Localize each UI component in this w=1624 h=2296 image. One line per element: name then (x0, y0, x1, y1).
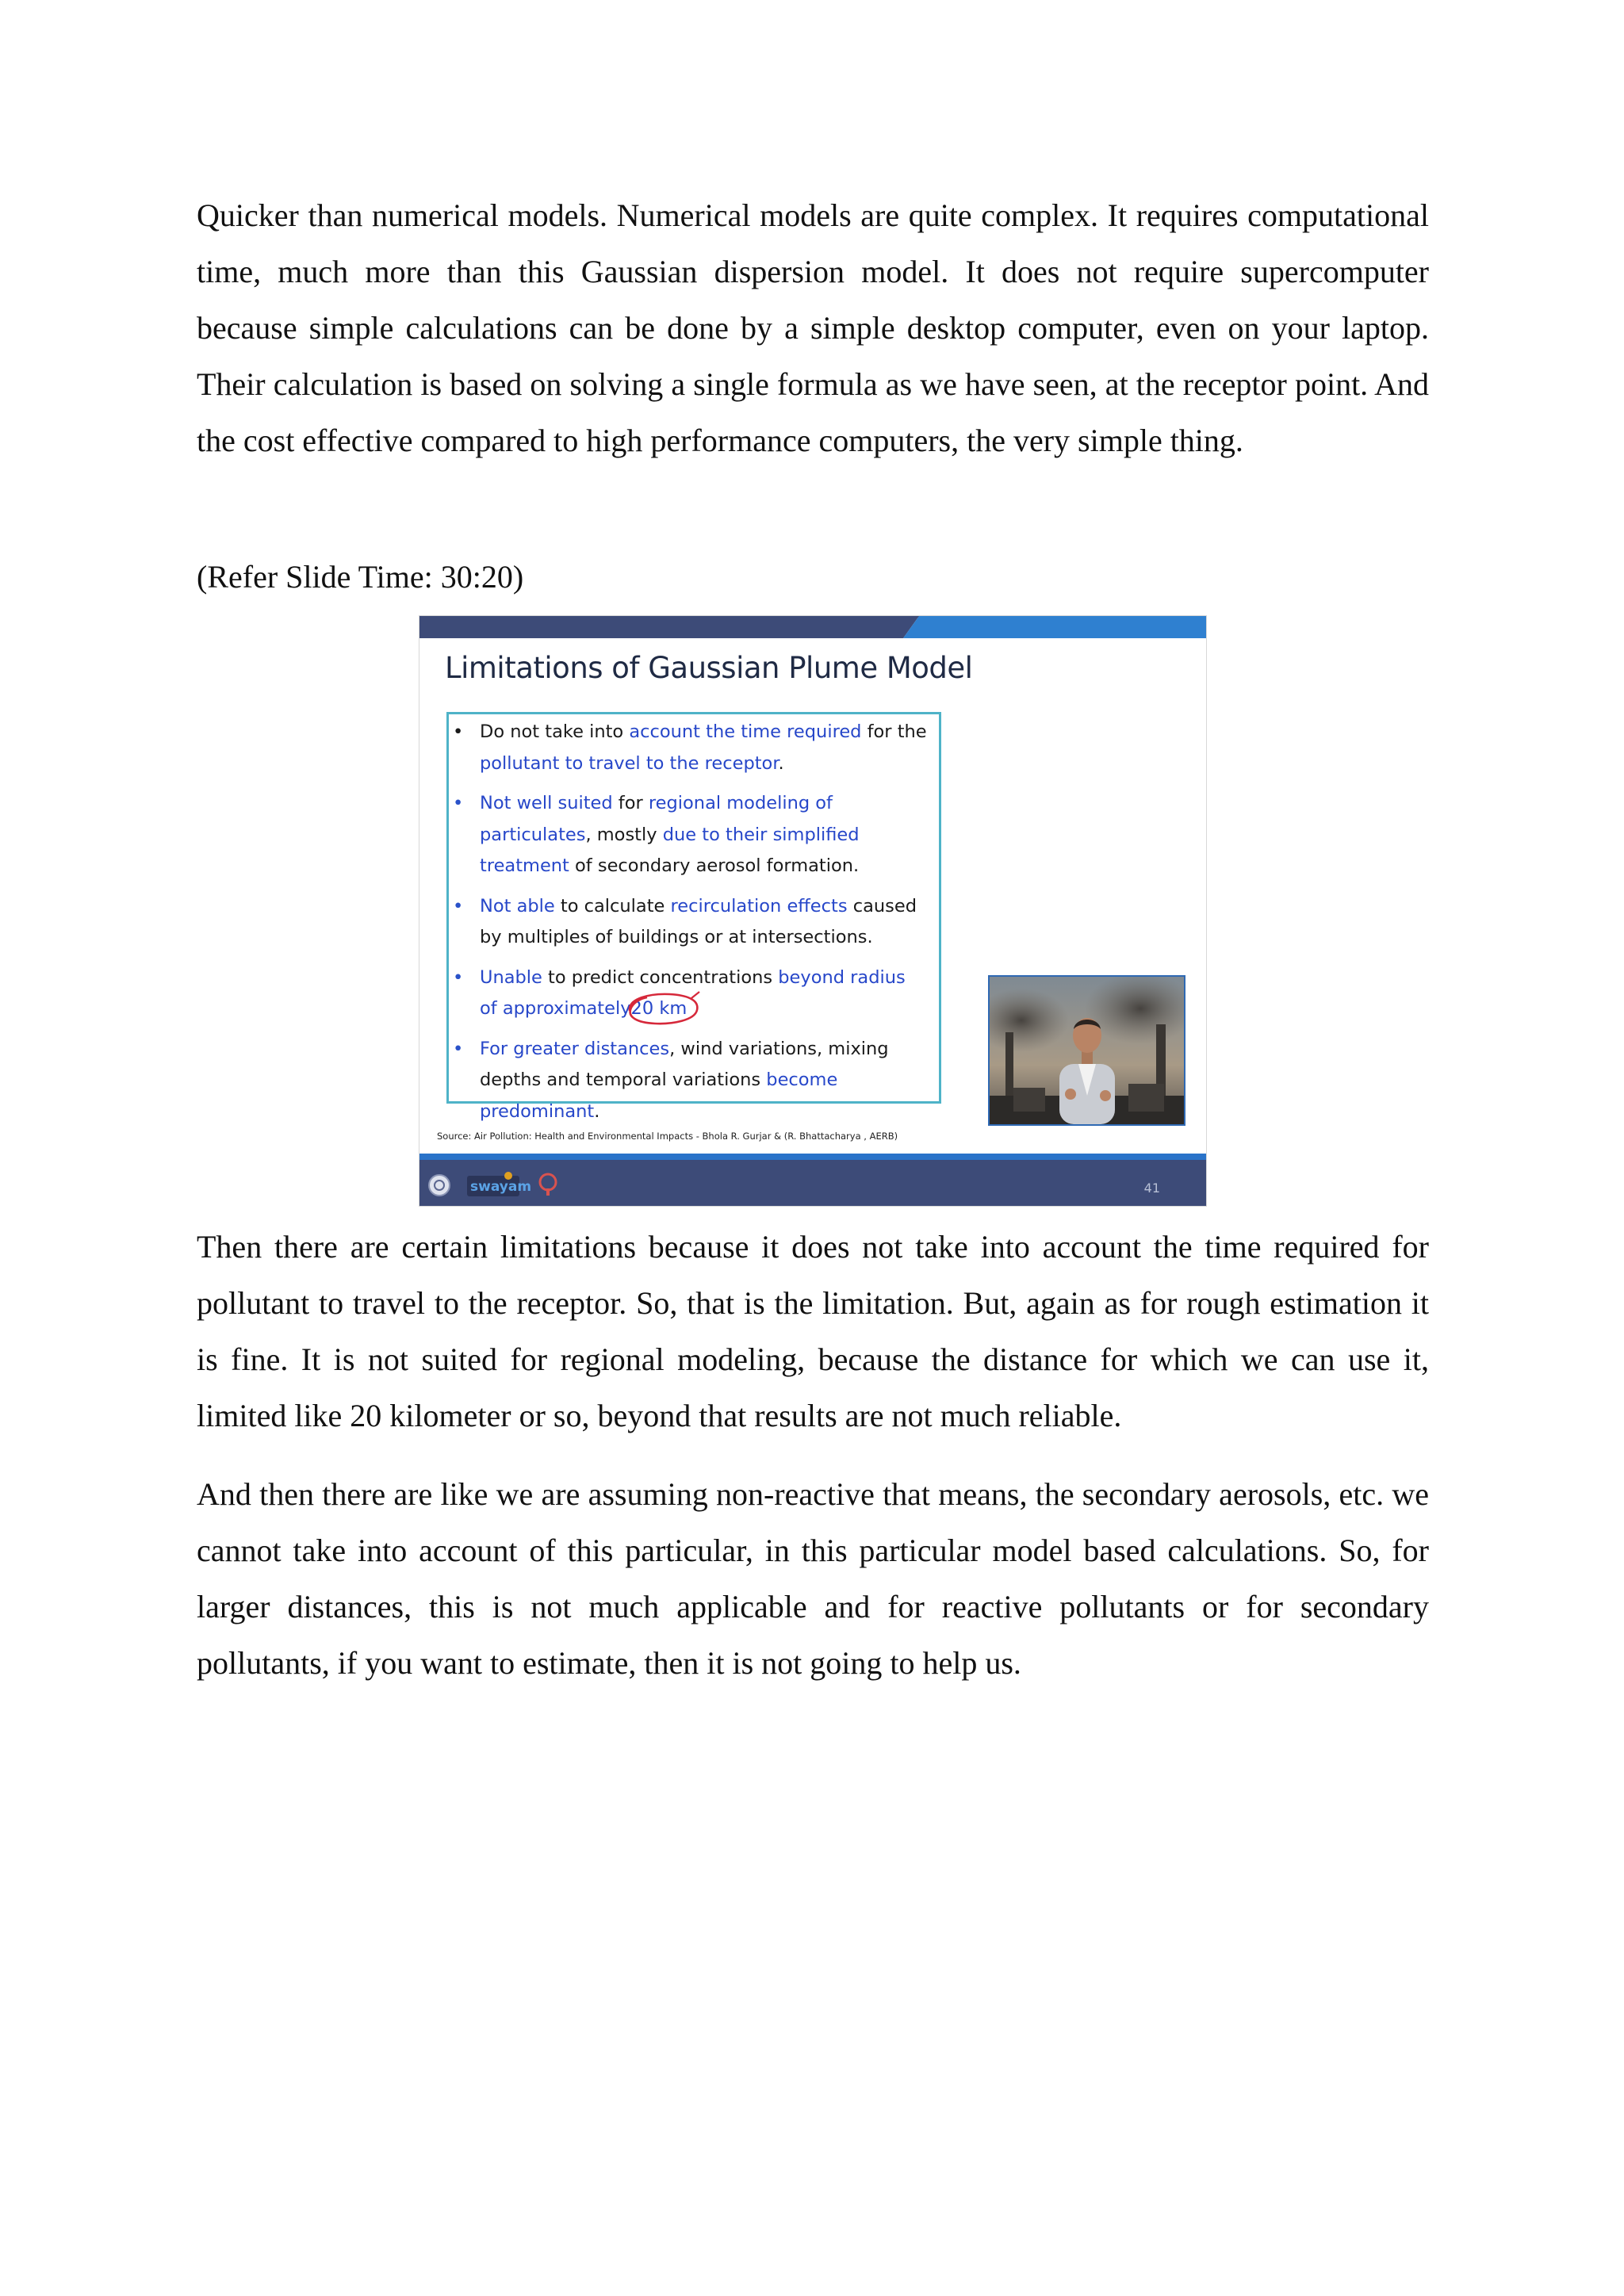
text-run: . (778, 752, 784, 774)
highlight-run: due to their simplified treatment (480, 824, 860, 876)
nptel-logo-icon (538, 1173, 557, 1196)
text-run: to predict concentrations (542, 966, 779, 988)
text-run: to calculate (554, 895, 671, 916)
highlight-run: Not well suited (480, 793, 613, 813)
highlight-run: Not able (480, 895, 555, 916)
swayam-logo-text: swayam (470, 1179, 532, 1195)
text-run: for (612, 793, 649, 813)
text-run: caused by multiples of buildings or at intersections. (480, 895, 917, 947)
text-run: , mostly (585, 824, 663, 845)
presenter-image (990, 977, 1184, 1124)
paragraph-intro: Quicker than numerical models. Numerical models are quite complex. It requires computational time, much more than this Gaussian dispersion model. It does not require supercomputer because simple calculations can be done by a simple desktop computer, even on your laptop. Their calculation is based on solving a single formula as we have seen, at the receptor point. And the cost effective compared to high performance computers, the very simple thing. (197, 197, 1429, 458)
paragraph-limitations: Then there are certain limitations because it does not take into account the time required for pollutant to travel to the receptor. So, that is the limitation. But, again as for rough estimation it is fine. It is not suited for regional modeling, because the distance for which we can use it, limited like 20 kilometer or so, beyond that results are not much reliable. (197, 1229, 1429, 1433)
highlight-run: For greater distances (480, 1038, 670, 1059)
slide-source-citation: Source: Air Pollution: Health and Environmental Impacts - Bhola R. Gurjar & (R. Bhattacharya , AERB) (437, 1131, 898, 1142)
slide-top-bar (419, 616, 1206, 638)
list-item (451, 717, 927, 779)
highlight-run: 20 km (630, 998, 688, 1019)
circled-annotation (631, 993, 688, 1025)
footer-body (419, 1160, 1206, 1206)
paragraph-non-reactive: And then there are like we are assuming non-reactive that means, the secondary aerosols, etc. we cannot take into account of this particular, in this particular model based calculations. So, for larger distances, this is not much applicable and for reactive pollutants or for secondary pollutants, if you want to estimate, then it is not going to help us. (197, 1476, 1429, 1681)
limitations-list (451, 717, 927, 1136)
footer-accent-line (419, 1154, 1206, 1160)
highlight-run: account the time required (629, 721, 862, 742)
slide-time-reference: (Refer Slide Time: 30:20) (197, 559, 524, 595)
list-item (451, 962, 927, 1025)
swayam-logo (465, 1171, 532, 1198)
highlight-run: Unable (480, 966, 542, 988)
list-item (451, 891, 927, 954)
slide-number: 41 (1143, 1181, 1160, 1196)
text-run: . (594, 1100, 600, 1122)
highlight-run: become predominant (480, 1070, 838, 1122)
highlight-run: recirculation effects (670, 895, 848, 916)
slide-title: Limitations of Gaussian Plume Model (445, 651, 973, 685)
text-run: for the (861, 721, 927, 742)
highlight-run: pollutant to travel to the receptor (480, 752, 779, 774)
list-item (451, 1034, 927, 1128)
slide-footer-bar (419, 1154, 1206, 1206)
highlight-run: regional modeling of particulates (480, 793, 833, 845)
presenter-video-thumbnail (988, 975, 1185, 1126)
list-item (451, 788, 927, 882)
text-run: , wind variations, mixing depths and temporal variations (480, 1038, 889, 1090)
text-run: Do not take into (480, 721, 630, 742)
text-run: of secondary aerosol formation. (569, 855, 860, 876)
lecture-slide (419, 616, 1206, 1206)
institute-logo-icon (427, 1173, 451, 1197)
highlight-run: beyond radius of approximately (480, 966, 906, 1019)
